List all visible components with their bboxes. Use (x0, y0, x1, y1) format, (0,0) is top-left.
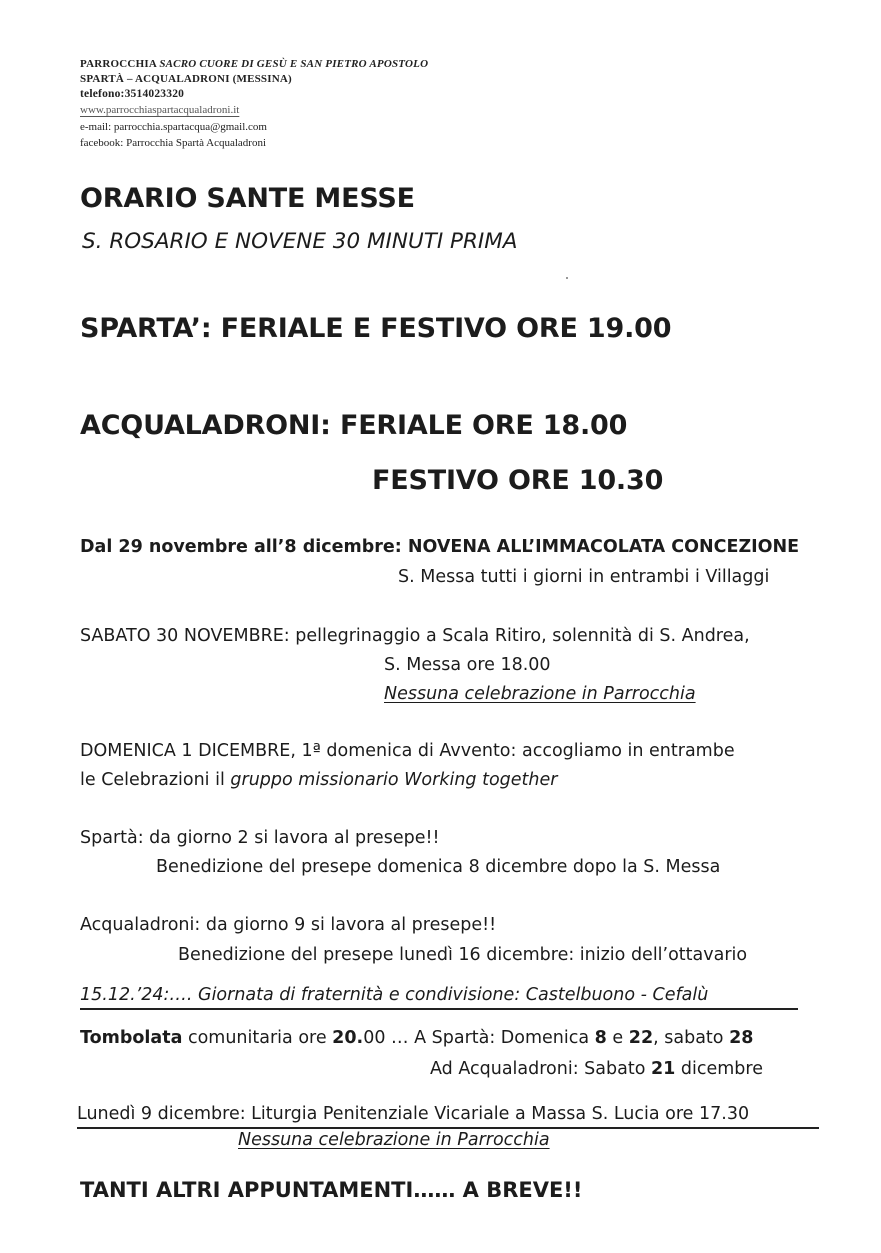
tombolata-line-2 (430, 1059, 763, 1079)
tombolata-text-1: comunitaria ore (182, 1028, 333, 1048)
fraternita-underline (80, 1008, 798, 1010)
page-title: ORARIO SANTE MESSE (80, 183, 415, 214)
sabato-line-2: S. Messa ore 18.00 (384, 655, 551, 675)
sparta-presepe-line-2: Benedizione del presepe domenica 8 dicembre dopo la S. Messa (156, 857, 721, 877)
acqua-presepe-line-1: Acqualadroni: da giorno 9 si lavora al presepe!! (80, 915, 497, 935)
tombolata-time-rest: 00 (363, 1028, 386, 1048)
tombolata-day-3: 28 (729, 1028, 754, 1048)
schedule-acqualadroni-festivo: FESTIVO ORE 10.30 (372, 465, 664, 496)
domenica-line-2-text: le Celebrazioni il (80, 770, 231, 790)
domenica-line-1: DOMENICA 1 DICEMBRE, 1ª domenica di Avvento: accogliamo in entrambe (80, 741, 735, 761)
parish-name: SACRO CUORE DI GESÙ E SAN PIETRO APOSTOLO (159, 58, 429, 70)
parish-location: SPARTÀ – ACQUALADRONI (MESSINA) (80, 73, 292, 85)
tombolata-day-2: 22 (628, 1028, 654, 1048)
domenica-line-2 (80, 770, 557, 790)
page-subtitle: S. ROSARIO E NOVENE 30 MINUTI PRIMA (82, 229, 518, 254)
parish-phone: telefono:3514023320 (80, 88, 185, 100)
tombolata-and: e (606, 1028, 629, 1048)
acqua-presepe-line-2: Benedizione del presepe lunedì 16 dicembre: inizio dell’ottavario (178, 945, 748, 965)
sabato-line-3: Nessuna celebrazione in Parrocchia (384, 684, 696, 704)
parish-website[interactable]: www.parrocchiaspartacqualadroni.it (80, 104, 240, 116)
sparta-presepe-line-1: Spartà: da giorno 2 si lavora al presepe!! (80, 828, 440, 848)
tombolata-text-3: , sabato (653, 1028, 730, 1048)
novena-detail: S. Messa tutti i giorni in entrambi i Villaggi (398, 567, 770, 587)
tombolata-time: 20. (332, 1028, 364, 1048)
parish-facebook[interactable]: facebook: Parrocchia Spartà Acqualadroni (80, 137, 267, 149)
liturgia-underline (77, 1127, 819, 1129)
parish-name-line (80, 58, 428, 71)
liturgia-line-1: Lunedì 9 dicembre: Liturgia Penitenziale Vicariale a Massa S. Lucia ore 17.30 (77, 1104, 750, 1124)
parish-email[interactable]: e-mail: parrocchia.spartacqua@gmail.com (80, 121, 267, 133)
tombolata-acqua-text: Ad Acqualadroni: Sabato (430, 1059, 651, 1079)
tombolata-line-1 (80, 1028, 753, 1048)
closing-line: TANTI ALTRI APPUNTAMENTI…… A BREVE!! (80, 1178, 583, 1202)
schedule-acqualadroni-feriale: ACQUALADRONI: FERIALE ORE 18.00 (80, 410, 628, 441)
sabato-line-1: SABATO 30 NOVEMBRE: pellegrinaggio a Scala Ritiro, solennità di S. Andrea, (80, 626, 750, 646)
parish-prefix: PARROCCHIA (80, 58, 160, 70)
missionary-group: gruppo missionario Working together (230, 770, 558, 790)
tombolata-day-1: 8 (594, 1028, 607, 1048)
schedule-sparta: SPARTA’: FERIALE E FESTIVO ORE 19.00 (80, 313, 672, 344)
tombolata-text-2: … A Spartà: Domenica (385, 1028, 595, 1048)
liturgia-line-2: Nessuna celebrazione in Parrocchia (238, 1130, 550, 1150)
tombolata-acqua-end: dicembre (675, 1059, 763, 1079)
novena-title: NOVENA ALL’IMMACOLATA CONCEZIONE (407, 537, 800, 557)
tombolata-acqua-day: 21 (650, 1059, 676, 1079)
fraternita-line: 15.12.’24:…. Giornata di fraternità e condivisione: Castelbuono - Cefalù (80, 985, 709, 1005)
tombolata-label: Tombolata (80, 1028, 183, 1048)
novena-date: Dal 29 novembre all’8 dicembre: (80, 537, 408, 557)
scan-speck (566, 277, 568, 279)
novena-line (80, 537, 799, 557)
